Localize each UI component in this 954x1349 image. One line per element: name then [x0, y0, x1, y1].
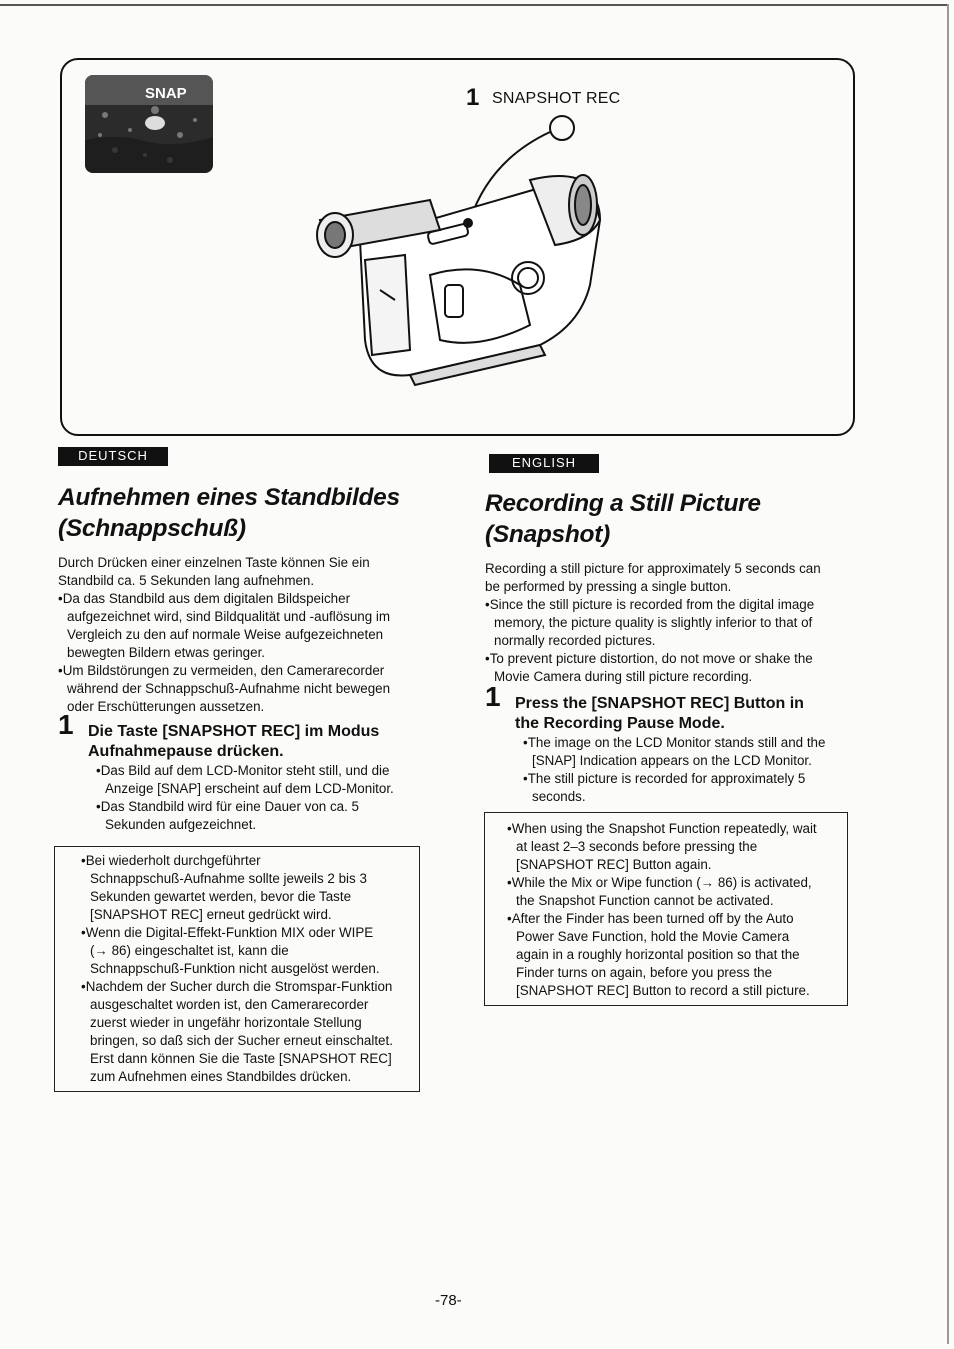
english-step-title: Press the [SNAPSHOT REC] Button in [515, 695, 804, 712]
deutsch-step-bullet: • Das Bild auf dem LCD-Monitor steht still, und die [96, 762, 438, 780]
language-badge-english: ENGLISH [489, 454, 599, 473]
english-note-cont: at least 2–3 seconds before pressing the [516, 839, 758, 854]
deutsch-bullet-cont: während der Schnappschuß-Aufnahme nicht bewegen [67, 681, 391, 696]
deutsch-step-title: Die Taste [SNAPSHOT REC] im Modus [88, 723, 380, 740]
deutsch-step-bullet: • Das Standbild wird für eine Dauer von ca. 5 [96, 798, 438, 816]
deutsch-note: • Wenn die Digital-Effekt-Funktion MIX oder WIPE [81, 924, 413, 942]
deutsch-bullet-cont: Vergleich zu den auf normale Weise aufgezeichneten [67, 627, 384, 642]
deutsch-step-title: Aufnahmepause drücken. [88, 743, 284, 760]
english-step-bullet-cont: seconds. [532, 789, 586, 804]
deutsch-note-cont: bringen, so daß sich der Sucher erneut einschaltet. [90, 1033, 393, 1048]
deutsch-bullet-cont: bewegten Bildern etwas geringer. [67, 645, 266, 660]
language-badge-deutsch: DEUTSCH [58, 447, 168, 466]
right-rule [947, 4, 949, 1344]
english-section [485, 488, 850, 806]
camcorder-illustration [300, 110, 620, 390]
deutsch-note-cont: (→ 86) eingeschaltet ist, kann die [90, 943, 289, 958]
deutsch-note-cont: zum Aufnehmen eines Standbildes drücken. [90, 1069, 352, 1084]
english-note-cont: the Snapshot Function cannot be activated. [516, 893, 774, 908]
deutsch-note-cont: Sekunden gewartet werden, bevor die Taste [90, 889, 352, 904]
deutsch-step-bullet-cont: Sekunden aufgezeichnet. [105, 817, 257, 832]
deutsch-note-cont: zuerst wieder in ungefähr horizontale Stellung [90, 1015, 362, 1030]
english-intro-line: be performed by pressing a single button. [485, 579, 732, 594]
deutsch-intro-line: Durch Drücken einer einzelnen Taste können Sie ein [58, 555, 370, 570]
english-bullet-cont: normally recorded pictures. [494, 633, 656, 648]
english-note: • After the Finder has been turned off by the Auto [507, 910, 841, 928]
english-note-cont: [SNAPSHOT REC] Button to record a still picture. [516, 983, 810, 998]
deutsch-notes-box [54, 846, 420, 1092]
deutsch-step-bullet-cont: Anzeige [SNAP] erscheint auf dem LCD-Monitor. [105, 781, 394, 796]
english-intro-line: Recording a still picture for approximately 5 seconds can [485, 561, 821, 576]
deutsch-bullet: • Um Bildstörungen zu vermeiden, den Camerarecorder [58, 662, 438, 680]
callout-step-number: 1 [466, 84, 480, 111]
deutsch-note-cont: Schnappschuß-Aufnahme sollte jeweils 2 bis 3 [90, 871, 367, 886]
english-bullet-cont: Movie Camera during still picture recording. [494, 669, 753, 684]
top-rule [0, 4, 948, 6]
english-step-number: 1 [485, 681, 501, 712]
deutsch-bullet: • Da das Standbild aus dem digitalen Bildspeicher [58, 590, 438, 608]
english-bullet-cont: memory, the picture quality is slightly inferior to that of [494, 615, 813, 630]
deutsch-note-cont: ausgeschaltet worden ist, den Camerarecorder [90, 997, 369, 1012]
deutsch-note-cont: [SNAPSHOT REC] erneut gedrückt wird. [90, 907, 332, 922]
english-step-bullet: • The image on the LCD Monitor stands still and the [523, 734, 850, 752]
deutsch-note: • Bei wiederholt durchgeführter [81, 852, 413, 870]
deutsch-note: • Nachdem der Sucher durch die Stromspar-Funktion [81, 978, 413, 996]
english-step-1 [485, 681, 850, 806]
deutsch-bullet-cont: aufgezeichnet wird, sind Bildqualität und -auflösung im [67, 609, 391, 624]
english-step-title: the Recording Pause Mode. [515, 715, 725, 732]
english-note-cont: Power Save Function, hold the Movie Camera [516, 929, 790, 944]
english-note: • While the Mix or Wipe function (→ 86) is activated, [507, 874, 841, 892]
callout-snapshot-rec-label: SNAPSHOT REC [492, 90, 621, 107]
deutsch-step-1 [58, 709, 438, 834]
english-note-cont: [SNAPSHOT REC] Button again. [516, 857, 712, 872]
english-bullet: • To prevent picture distortion, do not move or shake the [485, 650, 850, 668]
english-step-bullet: • The still picture is recorded for approximately 5 [523, 770, 850, 788]
deutsch-note-cont: Erst dann können Sie die Taste [SNAPSHOT REC] [90, 1051, 392, 1066]
deutsch-note-cont: Schnappschuß-Funktion nicht ausgelöst werden. [90, 961, 380, 976]
deutsch-intro-line: Standbild ca. 5 Sekunden lang aufnehmen. [58, 573, 315, 588]
deutsch-title-line1: Aufnehmen eines Standbildes [58, 484, 400, 511]
english-note: • When using the Snapshot Function repeatedly, wait [507, 820, 841, 838]
deutsch-title-line2: (Schnappschuß) [58, 515, 246, 542]
english-note-cont: again in a roughly horizontal position so that the [516, 947, 800, 962]
deutsch-bullet-cont: oder Erschütterungen aussetzen. [67, 699, 265, 714]
english-bullet: • Since the still picture is recorded from the digital image [485, 596, 850, 614]
page-number: -78- [435, 1292, 462, 1309]
snap-indicator-label: SNAP [145, 85, 187, 102]
snapshot-thumbnail [85, 75, 213, 173]
english-step-bullet-cont: [SNAP] Indication appears on the LCD Monitor. [532, 753, 812, 768]
deutsch-section [58, 482, 438, 834]
english-title-line2: (Snapshot) [485, 521, 610, 548]
english-notes-box [484, 812, 848, 1006]
deutsch-step-number: 1 [58, 709, 74, 740]
english-note-cont: Finder turns on again, before you press the [516, 965, 773, 980]
english-title-line1: Recording a Still Picture [485, 490, 761, 517]
